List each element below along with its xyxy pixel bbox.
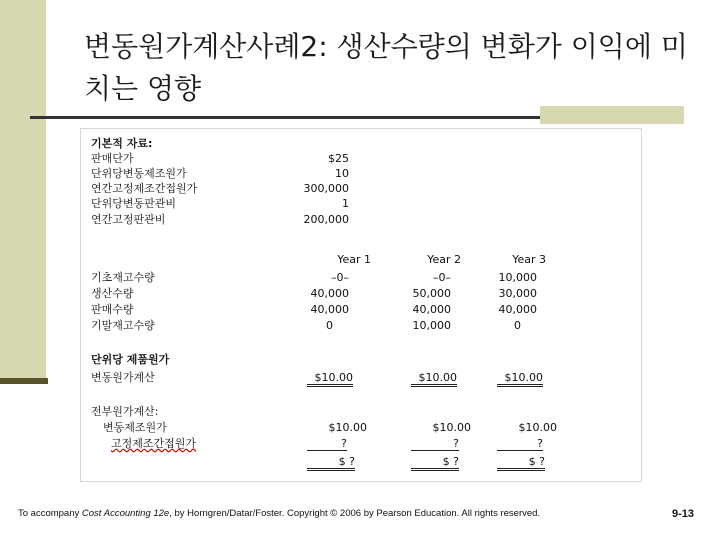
unit-row-value: 10,000: [498, 271, 537, 284]
absorption-heading: 전부원가계산:: [91, 405, 159, 418]
absorption-fixed-value: ?: [411, 437, 459, 451]
basic-data-label: 연간고정제조간접원가: [91, 182, 198, 195]
footer-book-title: Cost Accounting 12e: [81, 508, 170, 519]
unit-row-value: 40,000: [310, 287, 349, 300]
absorption-total-value: $ ?: [307, 455, 355, 471]
title-divider: [30, 116, 540, 119]
basic-data-value: 1: [342, 197, 349, 210]
decorative-left-bar: [0, 0, 46, 384]
basic-data-heading: 기본적 자료:: [91, 137, 153, 150]
absorption-fixed-label: 고정제조간접원가: [111, 437, 197, 450]
variable-costing-value: $10.00: [497, 371, 543, 387]
basic-data-value: 10: [335, 167, 349, 180]
unit-cost-heading: 단위당 제품원가: [91, 353, 170, 366]
unit-row-value: 40,000: [412, 303, 451, 316]
basic-data-label: 단위당변동제조원가: [91, 167, 187, 180]
variable-costing-label: 변동원가계산: [91, 371, 155, 384]
footer-prefix: To accompany: [18, 508, 82, 519]
unit-row-label: 기말재고수량: [91, 319, 155, 332]
basic-data-label: 연간고정판관비: [91, 213, 166, 226]
basic-data-label: 단위당변동판관비: [91, 197, 177, 210]
unit-row-label: 기초재고수량: [91, 271, 155, 284]
decorative-olive-bar: [0, 378, 48, 384]
year-header: Year 1: [337, 253, 371, 266]
unit-row-label: 생산수량: [91, 287, 134, 300]
unit-row-label: 판매수량: [91, 303, 134, 316]
unit-row-value: 40,000: [498, 303, 537, 316]
slide-title: 변동원가계산사례2: 생산수량의 변화가 이익에 미치는 영향: [84, 30, 688, 105]
absorption-total-value: $ ?: [411, 455, 459, 471]
variable-costing-value: $10.00: [307, 371, 353, 387]
unit-row-value: 50,000: [412, 287, 451, 300]
unit-row-value: 0: [326, 319, 333, 332]
unit-row-value: 0: [514, 319, 521, 332]
basic-data-value: 300,000: [303, 182, 349, 195]
absorption-fixed-value: ?: [307, 437, 347, 451]
footer-suffix: , by Horngren/Datar/Foster. Copyright © 2006 by Pearson Education. All rights reserved.: [169, 508, 541, 519]
basic-data-value: 200,000: [303, 213, 349, 226]
year-header: Year 3: [512, 253, 546, 266]
unit-row-value: 10,000: [412, 319, 451, 332]
basic-data-label: 판매단가: [91, 152, 134, 165]
absorption-variable-value: $10.00: [432, 421, 471, 434]
absorption-fixed-value: ?: [497, 437, 543, 451]
page-number: 9-13: [672, 508, 695, 520]
basic-data-value: $25: [328, 152, 349, 165]
unit-row-value: 30,000: [498, 287, 537, 300]
absorption-variable-label: 변동제조원가: [103, 421, 167, 434]
unit-row-value: –0–: [433, 271, 451, 284]
unit-row-value: –0–: [331, 271, 349, 284]
year-header: Year 2: [427, 253, 461, 266]
unit-row-value: 40,000: [310, 303, 349, 316]
absorption-variable-value: $10.00: [328, 421, 367, 434]
absorption-variable-value: $10.00: [518, 421, 557, 434]
variable-costing-value: $10.00: [411, 371, 457, 387]
copyright-footer: [18, 508, 540, 519]
data-panel: [80, 128, 642, 482]
absorption-total-value: $ ?: [497, 455, 545, 471]
